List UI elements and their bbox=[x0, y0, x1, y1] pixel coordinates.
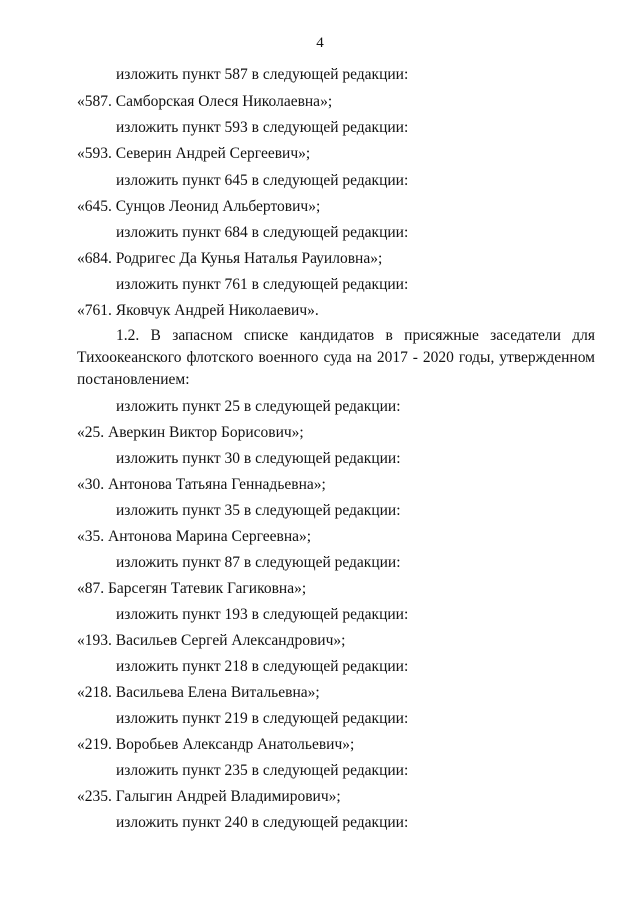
list-entry: «761. Яковчук Андрей Николаевич». bbox=[77, 302, 319, 319]
paragraph-line: постановлением: bbox=[77, 371, 190, 388]
instruction-line: изложить пункт 87 в следующей редакции: bbox=[116, 554, 401, 571]
paragraph-line: 1.2. В запасном списке кандидатов в присяжные заседатели для bbox=[116, 327, 595, 344]
instruction-line: изложить пункт 218 в следующей редакции: bbox=[116, 658, 409, 675]
page-number: 4 bbox=[316, 35, 324, 51]
instruction-line: изложить пункт 235 в следующей редакции: bbox=[116, 762, 409, 779]
list-entry: «235. Галыгин Андрей Владимирович»; bbox=[77, 788, 341, 805]
instruction-line: изложить пункт 593 в следующей редакции: bbox=[116, 119, 409, 136]
list-entry: «35. Антонова Марина Сергеевна»; bbox=[77, 528, 312, 545]
list-entry: «593. Северин Андрей Сергеевич»; bbox=[77, 145, 311, 162]
instruction-line: изложить пункт 684 в следующей редакции: bbox=[116, 224, 409, 241]
instruction-line: изложить пункт 645 в следующей редакции: bbox=[116, 172, 409, 189]
section-paragraph bbox=[77, 325, 595, 391]
list-entry: «87. Барсегян Татевик Гагиковна»; bbox=[77, 580, 307, 597]
list-entry: «30. Антонова Татьяна Геннадьевна»; bbox=[77, 476, 326, 493]
list-entry: «218. Васильева Елена Витальевна»; bbox=[77, 684, 320, 701]
instruction-line: изложить пункт 35 в следующей редакции: bbox=[116, 502, 401, 519]
list-entry: «684. Родригес Да Кунья Наталья Рауиловна»; bbox=[77, 250, 383, 267]
instruction-line: изложить пункт 25 в следующей редакции: bbox=[116, 398, 401, 415]
instruction-line: изложить пункт 761 в следующей редакции: bbox=[116, 276, 409, 293]
paragraph-line: Тихоокеанского флотского военного суда на 2017 - 2020 годы, утвержденном bbox=[77, 349, 595, 366]
list-entry: «645. Сунцов Леонид Альбертович»; bbox=[77, 198, 321, 215]
instruction-line: изложить пункт 240 в следующей редакции: bbox=[116, 814, 409, 831]
instruction-line: изложить пункт 587 в следующей редакции: bbox=[116, 66, 409, 83]
list-entry: «193. Васильев Сергей Александрович»; bbox=[77, 632, 346, 649]
instruction-line: изложить пункт 30 в следующей редакции: bbox=[116, 450, 401, 467]
instruction-line: изложить пункт 193 в следующей редакции: bbox=[116, 606, 409, 623]
list-entry: «587. Самборская Олеся Николаевна»; bbox=[77, 93, 333, 110]
instruction-line: изложить пункт 219 в следующей редакции: bbox=[116, 710, 409, 727]
list-entry: «219. Воробьев Александр Анатольевич»; bbox=[77, 736, 355, 753]
list-entry: «25. Аверкин Виктор Борисович»; bbox=[77, 424, 304, 441]
